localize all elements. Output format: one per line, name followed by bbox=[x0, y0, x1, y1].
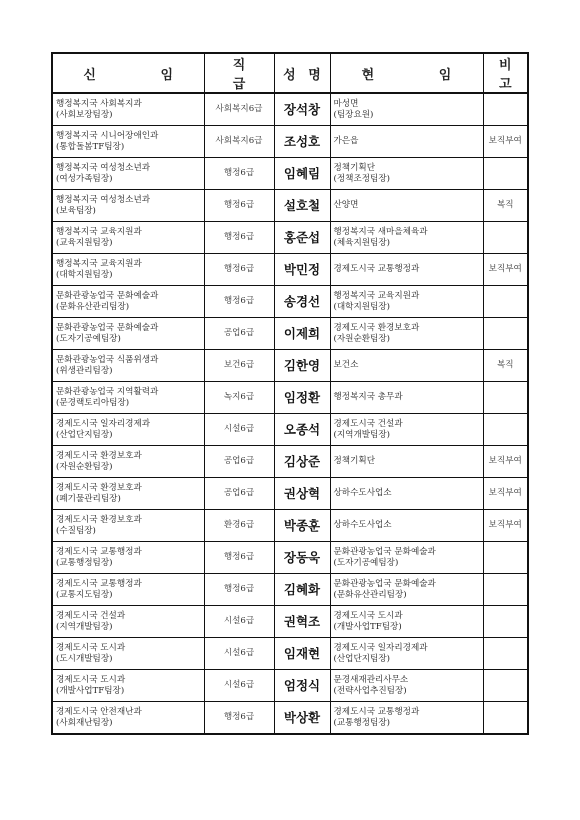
header-grade: 직 급 bbox=[204, 53, 274, 93]
new-post-team: (문경랙토리아팀장) bbox=[56, 397, 130, 408]
current-post-dept: 경제도시국 일자리경제과 bbox=[333, 642, 428, 653]
new-post-dept: 행정복지국 여성청소년과 bbox=[56, 162, 151, 173]
note-cell: 보직부여 bbox=[483, 126, 528, 158]
name-cell: 박상환 bbox=[274, 702, 330, 735]
grade-cell: 행정6급 bbox=[204, 702, 274, 735]
grade-cell: 행정6급 bbox=[204, 542, 274, 574]
note-cell bbox=[483, 318, 528, 350]
new-post-dept: 문화관광농업국 식품위생과 bbox=[56, 354, 159, 365]
grade-cell: 시설6급 bbox=[204, 638, 274, 670]
current-post-cell bbox=[330, 414, 483, 446]
note-cell bbox=[483, 542, 528, 574]
note-cell: 복직 bbox=[483, 190, 528, 222]
name-cell: 권상혁 bbox=[274, 478, 330, 510]
current-post-dept: 마성면 bbox=[333, 98, 359, 109]
new-post-dept: 경제도시국 교통행정과 bbox=[56, 578, 142, 589]
note-cell bbox=[483, 670, 528, 702]
new-post-team: (도자기공예팀장) bbox=[56, 333, 121, 344]
new-post-cell bbox=[52, 510, 204, 542]
new-post-team: (자원순환팀장) bbox=[56, 461, 113, 472]
current-post-dept: 보건소 bbox=[333, 360, 359, 370]
name-cell: 장동욱 bbox=[274, 542, 330, 574]
grade-cell: 공업6급 bbox=[204, 446, 274, 478]
new-post-team: (사회보장팀장) bbox=[56, 109, 113, 120]
table-row bbox=[52, 158, 528, 190]
grade-cell: 행정6급 bbox=[204, 158, 274, 190]
note-cell bbox=[483, 414, 528, 446]
new-post-dept: 문화관광농업국 지역활력과 bbox=[56, 386, 159, 397]
note-cell bbox=[483, 222, 528, 254]
name-cell: 송경선 bbox=[274, 286, 330, 318]
grade-cell: 보건6급 bbox=[204, 350, 274, 382]
note-cell: 보직부여 bbox=[483, 446, 528, 478]
current-post-cell bbox=[330, 574, 483, 606]
table-row bbox=[52, 606, 528, 638]
current-post-team: (지역개발팀장) bbox=[333, 429, 391, 440]
current-post-cell bbox=[330, 93, 483, 126]
header-note: 비 고 bbox=[483, 53, 528, 93]
new-post-cell bbox=[52, 158, 204, 190]
grade-cell: 공업6급 bbox=[204, 318, 274, 350]
name-cell: 이제희 bbox=[274, 318, 330, 350]
table-row bbox=[52, 350, 528, 382]
note-cell bbox=[483, 638, 528, 670]
new-post-team: (지역개발팀장) bbox=[56, 621, 113, 632]
table-row bbox=[52, 638, 528, 670]
current-post-cell bbox=[330, 478, 483, 510]
current-post-dept: 문경새재관리사무소 bbox=[333, 674, 409, 685]
name-cell: 오종석 bbox=[274, 414, 330, 446]
note-cell bbox=[483, 702, 528, 735]
table-row bbox=[52, 702, 528, 735]
current-post-cell bbox=[330, 222, 483, 254]
new-post-team: (교통지도팀장) bbox=[56, 589, 113, 600]
note-cell bbox=[483, 574, 528, 606]
grade-cell: 시설6급 bbox=[204, 606, 274, 638]
current-post-cell bbox=[330, 510, 483, 542]
grade-cell: 행정6급 bbox=[204, 254, 274, 286]
table-row bbox=[52, 222, 528, 254]
new-post-dept: 경제도시국 환경보호과 bbox=[56, 482, 142, 493]
current-post-dept: 행정복지국 새마을체육과 bbox=[333, 226, 428, 237]
header-name: 성 명 bbox=[274, 53, 330, 93]
name-cell: 박종훈 bbox=[274, 510, 330, 542]
current-post-cell bbox=[330, 382, 483, 414]
grade-cell: 사회복지6급 bbox=[204, 126, 274, 158]
current-post-dept: 정책기획단 bbox=[333, 456, 376, 466]
name-cell: 임재현 bbox=[274, 638, 330, 670]
current-post-team: (체육지원팀장) bbox=[333, 237, 391, 248]
current-post-cell bbox=[330, 702, 483, 735]
new-post-cell bbox=[52, 222, 204, 254]
new-post-team: (통합돌봄TF팀장) bbox=[56, 141, 125, 152]
name-cell: 박민정 bbox=[274, 254, 330, 286]
current-post-cell bbox=[330, 286, 483, 318]
header-new-post: 신 임 bbox=[52, 53, 204, 93]
new-post-team: (여성가족팀장) bbox=[56, 173, 113, 184]
current-post-dept: 산양면 bbox=[333, 200, 359, 210]
new-post-cell bbox=[52, 478, 204, 510]
new-post-cell bbox=[52, 670, 204, 702]
name-cell: 권혁조 bbox=[274, 606, 330, 638]
name-cell: 임정환 bbox=[274, 382, 330, 414]
new-post-dept: 행정복지국 교육지원과 bbox=[56, 226, 142, 237]
current-post-dept: 경제도시국 교통행정과 bbox=[333, 706, 420, 717]
new-post-cell bbox=[52, 286, 204, 318]
current-post-cell bbox=[330, 606, 483, 638]
table-body bbox=[52, 93, 528, 734]
new-post-cell bbox=[52, 190, 204, 222]
table-row bbox=[52, 446, 528, 478]
current-post-team: (정책조정팀장) bbox=[333, 173, 391, 184]
current-post-cell bbox=[330, 446, 483, 478]
new-post-dept: 경제도시국 건설과 bbox=[56, 610, 126, 621]
new-post-team: (산업단지팀장) bbox=[56, 429, 113, 440]
name-cell: 김상준 bbox=[274, 446, 330, 478]
current-post-dept: 상하수도사업소 bbox=[333, 488, 392, 498]
personnel-table-sheet bbox=[51, 52, 527, 735]
table-row bbox=[52, 93, 528, 126]
new-post-dept: 경제도시국 환경보호과 bbox=[56, 450, 142, 461]
table-row bbox=[52, 190, 528, 222]
new-post-dept: 행정복지국 교육지원과 bbox=[56, 258, 142, 269]
grade-cell: 사회복지6급 bbox=[204, 93, 274, 126]
new-post-team: (위생관리팀장) bbox=[56, 365, 113, 376]
current-post-team: (문화유산관리팀장) bbox=[333, 589, 407, 600]
new-post-dept: 문화관광농업국 문화예술과 bbox=[56, 290, 159, 301]
new-post-cell bbox=[52, 606, 204, 638]
current-post-team: (전략사업추진팀장) bbox=[333, 685, 407, 696]
new-post-dept: 행정복지국 여성청소년과 bbox=[56, 194, 151, 205]
new-post-dept: 경제도시국 안전재난과 bbox=[56, 706, 142, 717]
new-post-team: (폐기물관리팀장) bbox=[56, 493, 121, 504]
current-post-team: (산업단지팀장) bbox=[333, 653, 391, 664]
current-post-cell bbox=[330, 350, 483, 382]
current-post-cell bbox=[330, 190, 483, 222]
table-row bbox=[52, 670, 528, 702]
note-cell bbox=[483, 382, 528, 414]
new-post-team: (개발사업TF팀장) bbox=[56, 685, 125, 696]
table-row bbox=[52, 542, 528, 574]
current-post-dept: 경제도시국 건설과 bbox=[333, 418, 403, 429]
name-cell: 김한영 bbox=[274, 350, 330, 382]
table-row bbox=[52, 286, 528, 318]
table-row bbox=[52, 510, 528, 542]
new-post-team: (교육지원팀장) bbox=[56, 237, 113, 248]
current-post-dept: 경제도시국 환경보호과 bbox=[333, 322, 420, 333]
current-post-team: (교통행정팀장) bbox=[333, 717, 391, 728]
new-post-dept: 경제도시국 도시과 bbox=[56, 674, 126, 685]
current-post-cell bbox=[330, 638, 483, 670]
new-post-cell bbox=[52, 702, 204, 735]
note-cell bbox=[483, 606, 528, 638]
current-post-team: (개발사업TF팀장) bbox=[333, 621, 402, 632]
table-row bbox=[52, 126, 528, 158]
header-row bbox=[52, 53, 528, 93]
name-cell: 김혜화 bbox=[274, 574, 330, 606]
new-post-dept: 경제도시국 일자리경제과 bbox=[56, 418, 151, 429]
new-post-team: (대학지원팀장) bbox=[56, 269, 113, 280]
note-cell: 보직부여 bbox=[483, 254, 528, 286]
new-post-team: (보육팀장) bbox=[56, 205, 96, 216]
note-cell bbox=[483, 158, 528, 190]
new-post-team: (교통행정팀장) bbox=[56, 557, 113, 568]
grade-cell: 행정6급 bbox=[204, 286, 274, 318]
grade-cell: 행정6급 bbox=[204, 222, 274, 254]
name-cell: 임혜림 bbox=[274, 158, 330, 190]
current-post-team: (자원순환팀장) bbox=[333, 333, 391, 344]
new-post-cell bbox=[52, 542, 204, 574]
new-post-cell bbox=[52, 350, 204, 382]
new-post-dept: 문화관광농업국 문화예술과 bbox=[56, 322, 159, 333]
table-row bbox=[52, 318, 528, 350]
new-post-team: (문화유산관리팀장) bbox=[56, 301, 130, 312]
current-post-dept: 상하수도사업소 bbox=[333, 520, 392, 530]
current-post-dept: 문화관광농업국 문화예술과 bbox=[333, 546, 436, 557]
note-cell bbox=[483, 286, 528, 318]
name-cell: 설호철 bbox=[274, 190, 330, 222]
current-post-team: (도자기공예팀장) bbox=[333, 557, 399, 568]
new-post-team: (도시개발팀장) bbox=[56, 653, 113, 664]
table-row bbox=[52, 254, 528, 286]
new-post-cell bbox=[52, 382, 204, 414]
grade-cell: 녹지6급 bbox=[204, 382, 274, 414]
name-cell: 홍준섭 bbox=[274, 222, 330, 254]
name-cell: 엄정식 bbox=[274, 670, 330, 702]
current-post-dept: 정책기획단 bbox=[333, 162, 376, 173]
current-post-dept: 행정복지국 교육지원과 bbox=[333, 290, 420, 301]
table-row bbox=[52, 478, 528, 510]
new-post-cell bbox=[52, 574, 204, 606]
new-post-cell bbox=[52, 126, 204, 158]
grade-cell: 행정6급 bbox=[204, 190, 274, 222]
current-post-dept: 가은읍 bbox=[333, 136, 359, 146]
grade-cell: 시설6급 bbox=[204, 670, 274, 702]
new-post-team: (수질팀장) bbox=[56, 525, 96, 536]
current-post-cell bbox=[330, 254, 483, 286]
note-cell: 보직부여 bbox=[483, 478, 528, 510]
current-post-team: (대학지원팀장) bbox=[333, 301, 391, 312]
current-post-team: (팀장요원) bbox=[333, 109, 374, 120]
note-cell bbox=[483, 93, 528, 126]
new-post-dept: 행정복지국 사회복지과 bbox=[56, 98, 142, 109]
new-post-cell bbox=[52, 254, 204, 286]
new-post-cell bbox=[52, 446, 204, 478]
new-post-dept: 행정복지국 시니어장애인과 bbox=[56, 130, 159, 141]
name-cell: 장석창 bbox=[274, 93, 330, 126]
new-post-cell bbox=[52, 638, 204, 670]
new-post-dept: 경제도시국 교통행정과 bbox=[56, 546, 142, 557]
current-post-dept: 경제도시국 교통행정과 bbox=[333, 264, 420, 274]
new-post-team: (사회재난팀장) bbox=[56, 717, 113, 728]
new-post-dept: 경제도시국 도시과 bbox=[56, 642, 126, 653]
table-row bbox=[52, 382, 528, 414]
grade-cell: 행정6급 bbox=[204, 574, 274, 606]
name-cell: 조성호 bbox=[274, 126, 330, 158]
new-post-cell bbox=[52, 93, 204, 126]
note-cell: 보직부여 bbox=[483, 510, 528, 542]
personnel-table bbox=[51, 52, 529, 735]
current-post-cell bbox=[330, 158, 483, 190]
current-post-cell bbox=[330, 318, 483, 350]
current-post-cell bbox=[330, 670, 483, 702]
grade-cell: 환경6급 bbox=[204, 510, 274, 542]
grade-cell: 시설6급 bbox=[204, 414, 274, 446]
current-post-cell bbox=[330, 126, 483, 158]
note-cell: 복직 bbox=[483, 350, 528, 382]
new-post-cell bbox=[52, 414, 204, 446]
header-current-post: 현 임 bbox=[330, 53, 483, 93]
current-post-dept: 경제도시국 도시과 bbox=[333, 610, 403, 621]
grade-cell: 공업6급 bbox=[204, 478, 274, 510]
new-post-dept: 경제도시국 환경보호과 bbox=[56, 514, 142, 525]
table-row bbox=[52, 574, 528, 606]
current-post-dept: 문화관광농업국 문화예술과 bbox=[333, 578, 436, 589]
new-post-cell bbox=[52, 318, 204, 350]
current-post-cell bbox=[330, 542, 483, 574]
table-row bbox=[52, 414, 528, 446]
current-post-dept: 행정복지국 총무과 bbox=[333, 392, 403, 402]
